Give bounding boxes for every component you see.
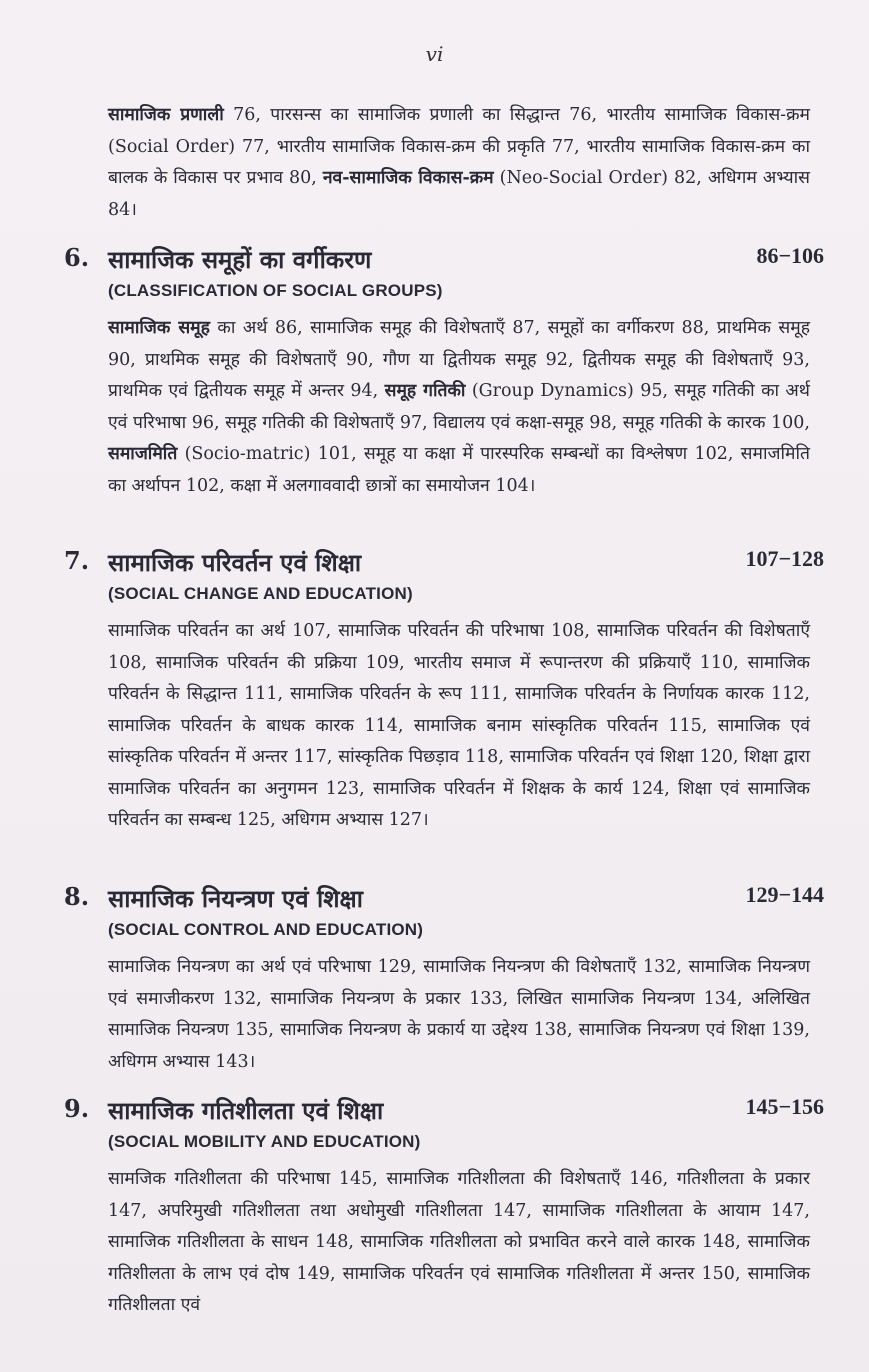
chapter-contents xyxy=(108,952,810,1078)
text-run: का अर्थ 86, सामाजिक समूह की विशेषताएँ 87, समूहों का वर्गीकरण 88, प्राथमिक समूह 90, प्राथमिक समूह की विशेषताएँ 90, गौण या द्वितीयक समूह 92, द्वितीयक समूह की विशेषताएँ 93, प्राथमिक एवं द्वितीयक समूह में अन्तर 94, xyxy=(108,318,810,401)
chapter-contents xyxy=(108,616,810,837)
chapter-page-range: 107−128 xyxy=(745,546,824,571)
chapter-title: सामाजिक गतिशीलता एवं शिक्षा xyxy=(108,1096,384,1125)
chapter-7 xyxy=(64,546,824,837)
chapter-heading xyxy=(64,243,824,281)
chapter-english-title: (SOCIAL CONTROL AND EDUCATION) xyxy=(108,920,424,939)
text-run: सामाजिक नियन्त्रण का अर्थ एवं परिभाषा 129, सामाजिक नियन्त्रण की विशेषताएँ 132, सामाजिक नियन्त्रण एवं समाजीकरण 132, सामाजिक नियन्त्रण के प्रकार 133, लिखित सामाजिक नियन्त्रण 134, अलिखित सामाजिक नियन्त्रण 135, सामाजिक नियन्त्रण के प्रकार्य या उद्देश्य 138, सामाजिक नियन्त्रण एवं शिक्षा 139, अधिगम अभ्यास 143। xyxy=(108,957,810,1072)
bold-topic-run: नव-सामाजिक विकास-क्रम xyxy=(322,168,494,188)
intro-paragraph xyxy=(108,100,810,226)
text-run: (Neo-Social Order) 82, अधिगम अभ्यास 84। xyxy=(108,168,810,220)
chapter-title: सामाजिक समूहों का वर्गीकरण xyxy=(108,245,372,274)
chapter-page-range: 145−156 xyxy=(745,1094,824,1119)
chapter-english-title: (SOCIAL MOBILITY AND EDUCATION) xyxy=(108,1132,421,1151)
chapter-number: 9. xyxy=(64,1094,90,1123)
intro-block xyxy=(108,100,810,226)
chapter-heading xyxy=(64,1094,824,1132)
chapter-page-range: 86−106 xyxy=(756,243,824,268)
bold-topic-run: समाजमिति xyxy=(108,444,178,464)
chapter-number: 8. xyxy=(64,882,90,911)
chapter-number: 6. xyxy=(64,243,90,272)
chapter-9 xyxy=(64,1094,824,1322)
bold-topic-run: समूह गतिकी xyxy=(384,381,466,401)
chapter-title: सामाजिक परिवर्तन एवं शिक्षा xyxy=(108,548,362,577)
bold-topic-run: सामाजिक समूह xyxy=(108,318,210,338)
chapter-8 xyxy=(64,882,824,1078)
text-run: (Group Dynamics) 95, समूह गतिकी का अर्थ एवं परिभाषा 96, समूह गतिकी की विशेषताएँ 97, विद्यालय एवं कक्षा-समूह 98, समूह गतिकी के कारक 100, xyxy=(108,381,810,433)
text-run: सामाजिक परिवर्तन का अर्थ 107, सामाजिक परिवर्तन की परिभाषा 108, सामाजिक परिवर्तन की विशेषताएँ 108, सामाजिक परिवर्तन की प्रक्रिया 109, भारतीय समाज में रूपान्तरण की प्रक्रियाएँ 110, सामाजिक परिवर्तन के सिद्धान्त 111, सामाजिक परिवर्तन के रूप 111, सामाजिक परिवर्तन के निर्णायक कारक 112, सामाजिक परिवर्तन के बाधक कारक 114, सामाजिक बनाम सांस्कृतिक परिवर्तन 115, सामाजिक एवं सांस्कृतिक परिवर्तन में अन्तर 117, सांस्कृतिक पिछड़ाव 118, सामाजिक परिवर्तन एवं शिक्षा 120, शिक्षा द्वारा सामाजिक परिवर्तन का अनुगमन 123, सामाजिक परिवर्तन में शिक्षक के कार्य 124, शिक्षा एवं सामाजिक परिवर्तन का सम्बन्ध 125, अधिगम अभ्यास 127। xyxy=(108,621,810,830)
chapter-title: सामाजिक नियन्त्रण एवं शिक्षा xyxy=(108,884,363,913)
chapter-english-title: (SOCIAL CHANGE AND EDUCATION) xyxy=(108,584,413,603)
chapter-6 xyxy=(64,243,824,502)
chapter-contents xyxy=(108,313,810,502)
chapter-heading xyxy=(64,882,824,920)
bold-topic-run: सामाजिक प्रणाली xyxy=(108,105,224,125)
chapter-heading xyxy=(64,546,824,584)
text-run: 76, पारसन्स का सामाजिक प्रणाली का सिद्धान्त 76, भारतीय सामाजिक विकास-क्रम (Social Order) 77, भारतीय सामाजिक विकास-क्रम की प्रकृति 77, भारतीय सामाजिक विकास-क्रम का बालक के विकास पर प्रभाव 80, xyxy=(108,105,810,188)
text-run: (Socio-matric) 101, समूह या कक्षा में पारस्परिक सम्बन्धों का विश्लेषण 102, समाजमिति का अर्थापन 102, कक्षा में अलगाववादी छात्रों का समायोजन 104। xyxy=(108,444,810,496)
chapter-number: 7. xyxy=(64,546,90,575)
chapter-page-range: 129−144 xyxy=(745,882,824,907)
chapter-english-title: (CLASSIFICATION OF SOCIAL GROUPS) xyxy=(108,281,443,300)
chapter-contents xyxy=(108,1164,810,1322)
text-run: सामजिक गतिशीलता की परिभाषा 145, सामाजिक गतिशीलता की विशेषताएँ 146, गतिशीलता के प्रकार 147, अपरिमुखी गतिशीलता तथा अधोमुखी गतिशीलता 147, सामाजिक गतिशीलता के आयाम 147, सामाजिक गतिशीलता के साधन 148, सामाजिक गतिशीलता को प्रभावित करने वाले कारक 148, सामाजिक गतिशीलता के लाभ एवं दोष 149, सामाजिक परिवर्तन एवं सामाजिक गतिशीलता में अन्तर 150, सामाजिक गतिशीलता एवं xyxy=(108,1169,810,1315)
page-folio: vi xyxy=(425,42,444,66)
